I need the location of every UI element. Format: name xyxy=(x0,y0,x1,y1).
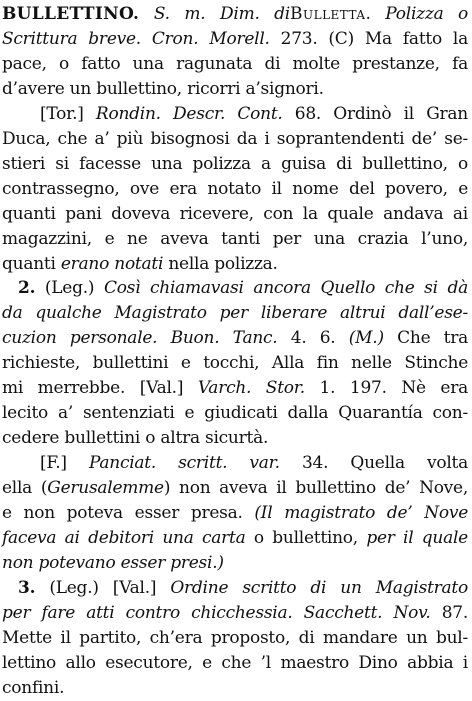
text-segment: o bullettino, xyxy=(245,527,367,548)
text-line xyxy=(2,202,468,227)
text-segment: cedere bullettini o altra sicurtà. xyxy=(2,428,269,449)
text-segment: non potevano esser presi.) xyxy=(2,552,224,573)
text-segment: Scrittura breve. Cron. Morell. xyxy=(2,28,270,49)
text-line xyxy=(2,227,468,252)
text-line xyxy=(2,252,468,277)
text-segment: [F.] xyxy=(40,453,89,474)
text-segment: 3. xyxy=(18,577,36,598)
text-segment: 68. Ordinò il Gran xyxy=(282,103,468,124)
text-segment: faceva ai debitori una carta xyxy=(2,527,246,548)
text-line xyxy=(2,351,468,376)
text-segment: 4. 6. xyxy=(277,328,349,349)
text-segment: per fare atti contro chicchessia. Sacchett. Nov. xyxy=(2,602,431,623)
text-line xyxy=(2,77,468,102)
text-segment: [Tor.] xyxy=(40,103,96,124)
text-segment: lecito a’ sentenziati e giudicati dalla Quarantía con- xyxy=(2,403,468,424)
text-segment: (Leg.) xyxy=(35,278,104,299)
text-segment: (M.) xyxy=(348,328,384,349)
text-line xyxy=(2,152,468,177)
text-segment: erano notati xyxy=(60,253,164,274)
text-line xyxy=(2,651,468,676)
text-line xyxy=(2,576,468,601)
text-segment: Rondin. Descr. Cont. xyxy=(95,103,283,124)
text-segment: Polizza o xyxy=(385,4,469,24)
text-segment: stieri si facesse una polizza a guisa di bullettino, o xyxy=(2,153,468,174)
text-line xyxy=(2,476,468,501)
text-segment: cuzion personale. Buon. Tanc. xyxy=(2,328,278,349)
text-segment: Duca, che a’ più bisognosi da i soprantendenti de’ se- xyxy=(2,128,468,149)
text-segment: ella ( xyxy=(2,478,48,499)
text-line xyxy=(2,426,468,451)
text-segment: richieste, bullettini e tocchi, Alla fin nelle Stinche xyxy=(2,353,468,374)
text-line xyxy=(2,451,468,476)
text-segment: per il quale xyxy=(366,527,468,548)
text-segment: 87. xyxy=(430,602,468,623)
text-line xyxy=(2,376,468,401)
text-segment xyxy=(139,4,154,24)
text-segment: contrassegno, ove era notato il nome del povero, e xyxy=(2,178,468,199)
text-segment: quanti pani doveva ricevere, con la quale andava ai xyxy=(2,203,468,224)
text-line xyxy=(2,27,468,52)
text-segment: magazzini, e ne aveva tanti per una crazia l’uno, xyxy=(2,228,468,249)
text-line xyxy=(2,326,468,351)
text-segment: 1. 197. Nè era xyxy=(304,378,468,399)
headword: BULLETTINO. xyxy=(2,4,140,24)
text-segment: d’avere un bullettino, ricorri a’signori. xyxy=(2,78,324,99)
text-segment: . xyxy=(365,4,386,24)
text-segment: 273. (C) Ma fatto la xyxy=(269,28,468,49)
text-line xyxy=(2,526,468,551)
text-segment: Varch. Stor. xyxy=(197,378,305,399)
text-segment: quanti xyxy=(2,253,61,274)
text-line xyxy=(2,127,468,152)
text-segment: confini. xyxy=(2,677,65,698)
text-line xyxy=(2,52,468,77)
text-segment: Panciat. scritt. var. xyxy=(88,453,280,474)
text-segment: e non poteva esser presa. xyxy=(2,503,255,523)
text-line xyxy=(2,2,468,27)
text-segment: Gerusalemme xyxy=(47,478,164,499)
text-line xyxy=(2,102,468,127)
text-segment: lettino allo esecutore, e che ’l maestro Dino abbia i xyxy=(2,652,468,673)
text-line xyxy=(2,501,468,526)
text-segment: Ordine scritto di un Magistrato xyxy=(170,577,468,598)
text-segment: da qualche Magistrato per liberare altrui dall’ese- xyxy=(2,303,468,324)
text-segment: (Il magistrato de’ Nove xyxy=(254,503,468,523)
text-line xyxy=(2,601,468,626)
text-line xyxy=(2,551,468,576)
text-segment: 34. Quella volta xyxy=(279,453,468,474)
text-segment: Che tra xyxy=(383,328,468,349)
text-line xyxy=(2,676,468,701)
text-line xyxy=(2,301,468,326)
text-line xyxy=(2,626,468,651)
text-segment: nella polizza. xyxy=(163,253,278,274)
text-segment: Così chiamavasi ancora Quello che si dà xyxy=(103,278,468,299)
text-line xyxy=(2,401,468,426)
text-segment: ) non aveva il bullettino de’ Nove, xyxy=(163,478,468,499)
text-segment: pace, o fatto una ragunata di molte prestanze, fa xyxy=(2,53,468,74)
text-segment: Bulletta xyxy=(290,4,366,24)
text-segment: S. m. Dim. di xyxy=(153,4,290,24)
text-segment: mi merrebbe. [Val.] xyxy=(2,378,198,399)
text-line xyxy=(2,177,468,202)
text-segment: (Leg.) [Val.] xyxy=(35,577,171,598)
text-segment: Mette il partito, ch’era proposto, di mandare un bul- xyxy=(2,627,468,648)
text-line xyxy=(2,276,468,301)
text-segment: 2. xyxy=(18,278,36,299)
